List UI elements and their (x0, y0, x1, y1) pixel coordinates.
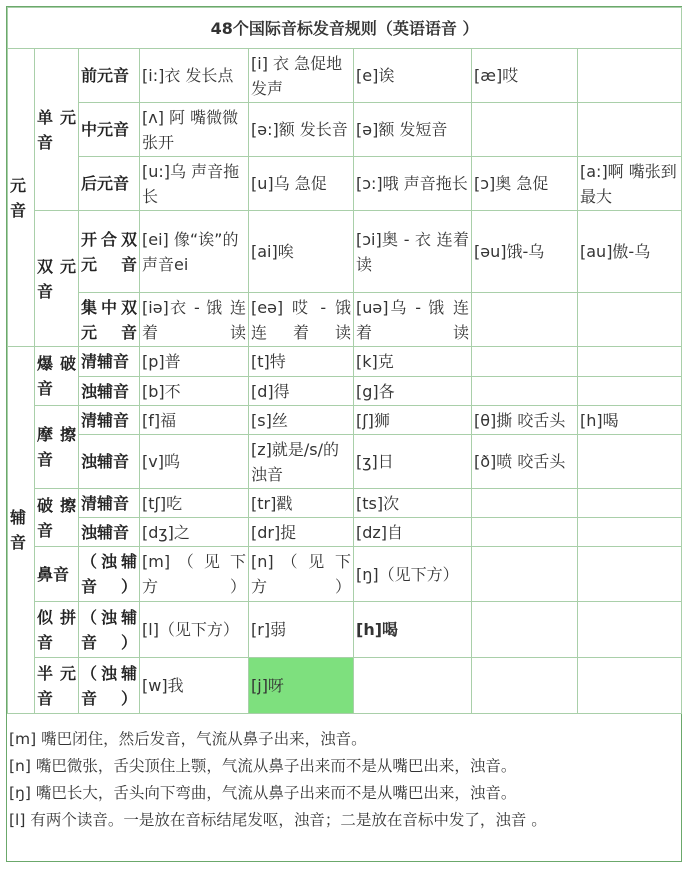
cell: [ɔ:]哦 声音拖长 (354, 157, 472, 211)
cell (472, 547, 578, 602)
row-label-centering: 集中双元音 (79, 293, 140, 347)
table-row (8, 406, 682, 435)
cell: [dʒ]之 (140, 518, 249, 547)
cell: [s]丝 (249, 406, 354, 435)
cell: [u:]乌 声音拖长 (140, 157, 249, 211)
cell (472, 377, 578, 406)
cell (472, 293, 578, 347)
row-label-voiced: 浊辅音 (79, 435, 140, 489)
table-row (8, 293, 682, 347)
cell: [g]各 (354, 377, 472, 406)
cell (578, 518, 682, 547)
cell: [r]弱 (249, 602, 354, 658)
cell: [m] （ 见 下方） (140, 547, 249, 602)
cell (472, 103, 578, 157)
row-label-voiced: 浊辅音 (79, 377, 140, 406)
table-row (8, 435, 682, 489)
cell: [ts]次 (354, 489, 472, 518)
cell: [ɔ]奥 急促 (472, 157, 578, 211)
table-row (8, 211, 682, 293)
table-row (8, 157, 682, 211)
row-label-voiced: 浊辅音 (79, 518, 140, 547)
note-line: [ŋ] 嘴巴长大，舌头向下弯曲，气流从鼻子出来而不是从嘴巴出来，浊音。 (9, 784, 517, 802)
table-title: 48个国际音标发音规则（英语语音 ） (8, 8, 682, 49)
row-label-voiced-paren: （浊辅音） (79, 547, 140, 602)
cell: [h]喝 (578, 406, 682, 435)
cell: [ə:]额 发长音 (249, 103, 354, 157)
cell: [z]就是/s/的浊音 (249, 435, 354, 489)
cell: [uə]乌 - 饿 连着读 (354, 293, 472, 347)
cell: [ð]喷 咬舌头 (472, 435, 578, 489)
cell: [v]呜 (140, 435, 249, 489)
cell (472, 489, 578, 518)
cell (578, 347, 682, 377)
table-row (8, 377, 682, 406)
cell: [i:]衣 发长点 (140, 49, 249, 103)
cell: [ə]额 发短音 (354, 103, 472, 157)
table-row (8, 103, 682, 157)
cell: [ʌ] 阿 嘴微微张开 (140, 103, 249, 157)
highlighted-cell: [j]呀 (249, 658, 354, 714)
row-label-back: 后元音 (79, 157, 140, 211)
row-label-voiced-paren: （浊辅音） (79, 602, 140, 658)
vowel-group-label: 元音 (8, 49, 35, 347)
phonetics-document (6, 6, 682, 862)
fricative-label: 摩 擦音 (35, 406, 79, 489)
note-line: [n] 嘴巴微张，舌尖顶住上颚，气流从鼻子出来而不是从嘴巴出来，浊音。 (9, 757, 517, 775)
table-row (8, 658, 682, 714)
table-row (8, 489, 682, 518)
cell: [ŋ]（见下方） (354, 547, 472, 602)
cell (578, 547, 682, 602)
cell: [l]（见下方） (140, 602, 249, 658)
cell (472, 347, 578, 377)
cell: [d]得 (249, 377, 354, 406)
table-title-row (8, 8, 682, 49)
row-label-open-closing: 开合双元音 (79, 211, 140, 293)
table-row (8, 547, 682, 602)
cell: [au]傲-乌 (578, 211, 682, 293)
row-label-voiceless: 清辅音 (79, 489, 140, 518)
cell: [t]特 (249, 347, 354, 377)
cell: [æ]哎 (472, 49, 578, 103)
cell: [w]我 (140, 658, 249, 714)
cell: [b]不 (140, 377, 249, 406)
cell: [dz]自 (354, 518, 472, 547)
cell: [ɔi]奥 - 衣 连着读 (354, 211, 472, 293)
cell: [ai]唉 (249, 211, 354, 293)
cell (472, 602, 578, 658)
diphthong-label: 双 元音 (35, 211, 79, 347)
cell: [f]福 (140, 406, 249, 435)
semivowel-label: 半 元音 (35, 658, 79, 714)
cell (354, 658, 472, 714)
row-label-voiceless: 清辅音 (79, 347, 140, 377)
cell: [p]普 (140, 347, 249, 377)
phonetics-table (7, 7, 682, 714)
lateral-label: 似 拼音 (35, 602, 79, 658)
cell (578, 49, 682, 103)
cell (578, 103, 682, 157)
nasal-label: 鼻音 (35, 547, 79, 602)
note-line: [m] 嘴巴闭住，然后发音，气流从鼻子出来，浊音。 (9, 730, 367, 748)
cell (578, 658, 682, 714)
cell (578, 435, 682, 489)
monophthong-label: 单 元音 (35, 49, 79, 211)
cell: [k]克 (354, 347, 472, 377)
cell: [dr]捉 (249, 518, 354, 547)
cell: [n] （ 见 下方） (249, 547, 354, 602)
cell: [ʃ]狮 (354, 406, 472, 435)
cell: [u]乌 急促 (249, 157, 354, 211)
cell (578, 293, 682, 347)
row-label-front: 前元音 (79, 49, 140, 103)
table-row (8, 518, 682, 547)
cell: [iə]衣 - 饿 连着读 (140, 293, 249, 347)
cell: [i] 衣 急促地发声 (249, 49, 354, 103)
notes (9, 726, 681, 834)
consonant-group-label: 辅音 (8, 347, 35, 714)
cell (578, 602, 682, 658)
cell (472, 658, 578, 714)
cell: [ʒ]日 (354, 435, 472, 489)
note-line: [l] 有两个读音。一是放在音标结尾发呕，浊音；二是放在音标中发了，浊音 。 (9, 811, 547, 829)
cell: [tʃ]吃 (140, 489, 249, 518)
plosive-label: 爆 破音 (35, 347, 79, 406)
cell: [e]诶 (354, 49, 472, 103)
cell: [θ]撕 咬舌头 (472, 406, 578, 435)
cell: [ei] 像“诶”的声音ei (140, 211, 249, 293)
cell (472, 518, 578, 547)
cell (578, 489, 682, 518)
affricate-label: 破 擦音 (35, 489, 79, 547)
cell: [eə] 哎 - 饿连着读 (249, 293, 354, 347)
row-label-voiced-paren: （浊辅音） (79, 658, 140, 714)
row-label-voiceless: 清辅音 (79, 406, 140, 435)
table-row (8, 347, 682, 377)
cell: [tr]戳 (249, 489, 354, 518)
cell: [h]喝 (354, 602, 472, 658)
table-row (8, 49, 682, 103)
row-label-central: 中元音 (79, 103, 140, 157)
cell: [əu]饿-乌 (472, 211, 578, 293)
cell (578, 377, 682, 406)
cell: [a:]啊 嘴张到最大 (578, 157, 682, 211)
table-row (8, 602, 682, 658)
